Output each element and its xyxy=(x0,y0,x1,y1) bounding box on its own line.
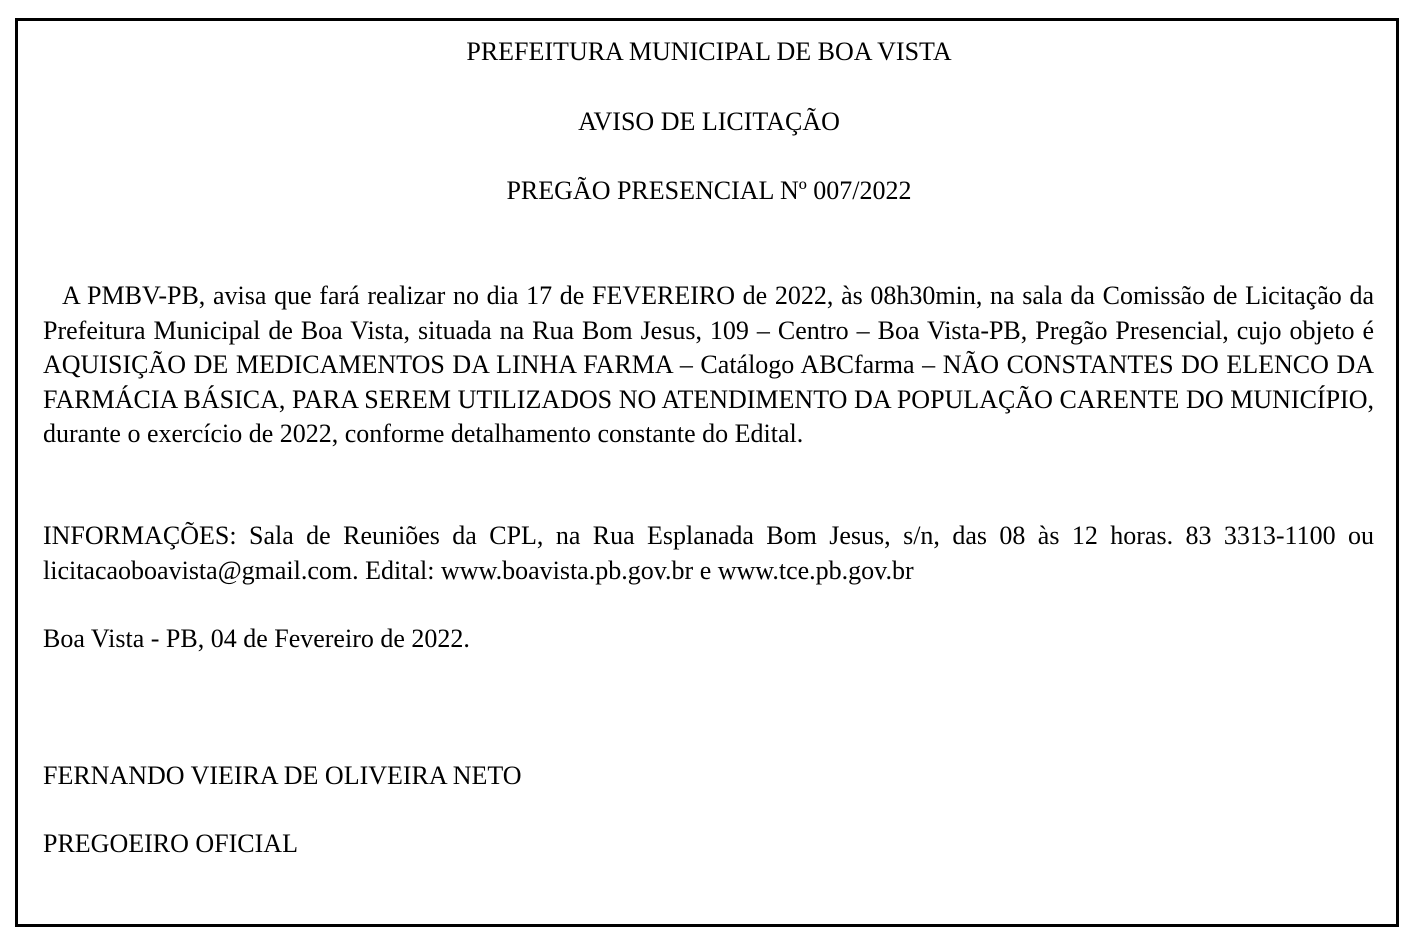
date-line: Boa Vista - PB, 04 de Fevereiro de 2022. xyxy=(43,624,470,653)
process-title: PREGÃO PRESENCIAL Nº 007/2022 xyxy=(506,176,912,205)
notice-title: AVISO DE LICITAÇÃO xyxy=(578,107,840,136)
signatory-role: PREGOEIRO OFICIAL xyxy=(43,829,298,858)
signatory-name: FERNANDO VIEIRA DE OLIVEIRA NETO xyxy=(43,761,522,790)
main-paragraph: A PMBV-PB, avisa que fará realizar no dia 17 de FEVEREIRO de 2022, às 08h30min, na sala da Comissão de Licitação da Prefeitura Municipal de Boa Vista, situada na Rua Bom Jesus, 109 – Centro – Boa Vista-PB, Pregão Presencial, cujo objeto é AQUISIÇÃO DE MEDICAMENTOS DA LINHA FARMA – Catálogo ABCfarma – NÃO CONSTANTES DO ELENCO DA FARMÁCIA BÁSICA, PARA SEREM UTILIZADOS NO ATENDIMENTO DA POPULAÇÃO CARENTE DO MUNICÍPIO, durante o exercício de 2022, conforme detalhamento constante do Edital. xyxy=(43,281,1374,448)
org-title: PREFEITURA MUNICIPAL DE BOA VISTA xyxy=(466,37,952,66)
info-paragraph: INFORMAÇÕES: Sala de Reuniões da CPL, na Rua Esplanada Bom Jesus, s/n, das 08 às 12 horas. 83 3313-1100 ou licitacaoboavista@gmail.com. Edital: www.boavista.pb.gov.br e www.tce.pb.gov.br xyxy=(43,521,1374,585)
